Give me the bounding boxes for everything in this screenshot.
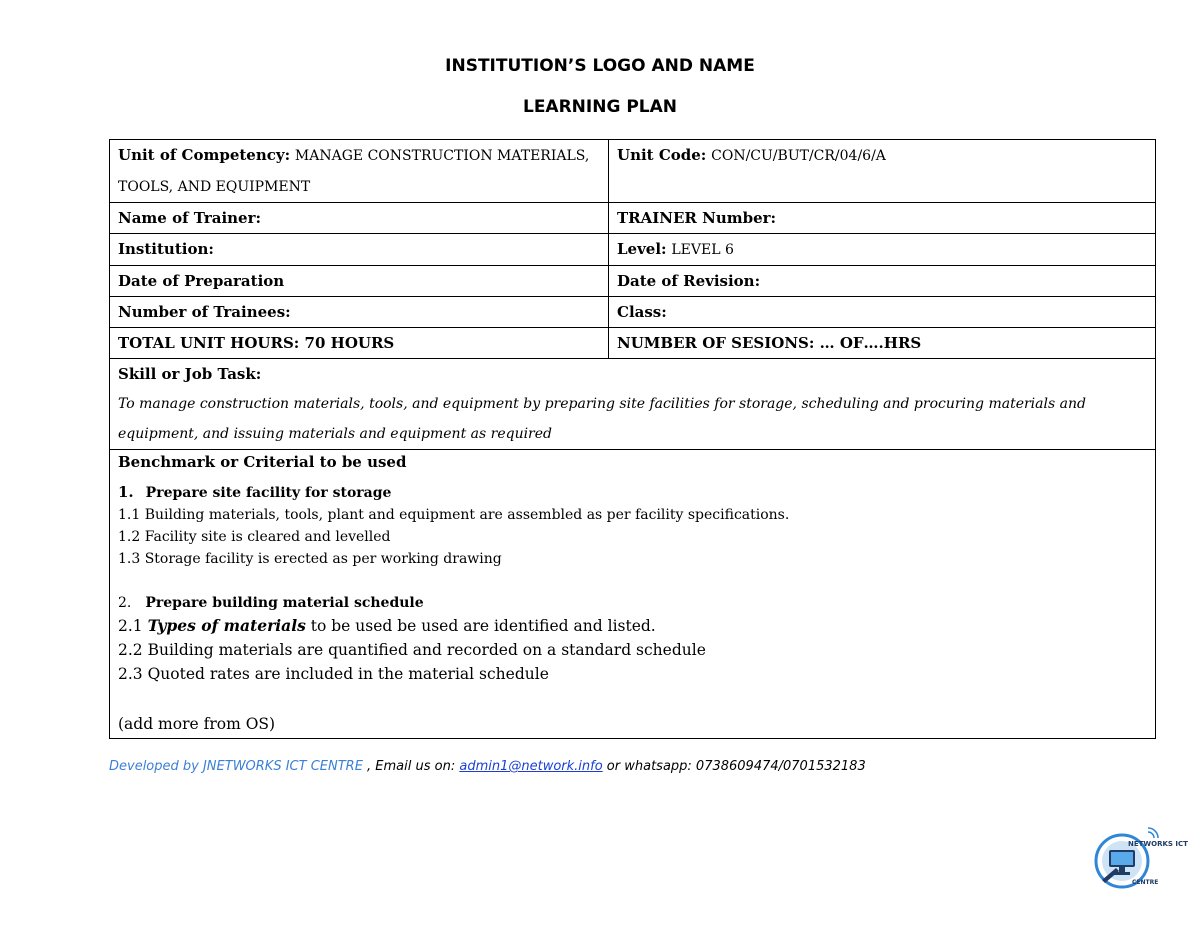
table-row bbox=[110, 450, 1156, 739]
learning-plan-title: LEARNING PLAN bbox=[522, 97, 678, 117]
logo-text-bottom: CENTRE bbox=[1132, 879, 1159, 886]
institution-label: Institution: bbox=[118, 240, 214, 258]
skill-cell bbox=[110, 359, 1156, 450]
total-unit-hours: TOTAL UNIT HOURS: 70 HOURS bbox=[118, 334, 395, 352]
unit-competency-cell bbox=[110, 140, 609, 203]
section-1-number: 1. bbox=[118, 483, 134, 501]
item-prefix: 2.1 bbox=[118, 617, 148, 635]
table-row bbox=[110, 140, 1156, 203]
institution-title: INSTITUTION’S LOGO AND NAME bbox=[445, 56, 755, 76]
benchmark-cell bbox=[110, 450, 1156, 739]
skill-label: Skill or Job Task: bbox=[118, 365, 262, 383]
list-item: 1.3 Storage facility is erected as per working drawing bbox=[118, 551, 502, 567]
table-row bbox=[110, 266, 1156, 297]
level-value: LEVEL 6 bbox=[671, 242, 734, 258]
email-link[interactable]: admin1@network.info bbox=[459, 759, 603, 774]
section-2-number: 2. bbox=[118, 595, 132, 611]
list-item: 2.2 Building materials are quantified and recorded on a standard schedule bbox=[118, 641, 706, 659]
date-preparation-label: Date of Preparation bbox=[118, 272, 285, 290]
add-more-note: (add more from OS) bbox=[118, 715, 276, 733]
table-row bbox=[110, 359, 1156, 450]
trainer-number-label: TRAINER Number: bbox=[617, 209, 777, 227]
table-row bbox=[110, 203, 1156, 234]
types-of-materials-emphasis: Types of materials bbox=[147, 616, 306, 635]
number-sessions: NUMBER OF SESIONS: … OF….HRS bbox=[617, 334, 922, 352]
table-row bbox=[110, 297, 1156, 328]
benchmark-label: Benchmark or Criterial to be used bbox=[118, 453, 407, 471]
section-1-title: Prepare site facility for storage bbox=[145, 485, 392, 501]
table-row bbox=[110, 234, 1156, 266]
jnetworks-logo-icon bbox=[1092, 828, 1188, 892]
section-2-title: Prepare building material schedule bbox=[145, 595, 424, 611]
unit-competency-label: Unit of Competency: bbox=[118, 146, 291, 164]
trainer-name-label: Name of Trainer: bbox=[118, 209, 262, 227]
footer bbox=[109, 759, 866, 774]
list-item: 2.3 Quoted rates are included in the material schedule bbox=[118, 665, 549, 683]
logo-text-top: NETWORKS ICT bbox=[1128, 840, 1188, 848]
email-prefix: , Email us on: bbox=[362, 759, 460, 774]
class-label: Class: bbox=[617, 303, 667, 321]
list-item: 1.1 Building materials, tools, plant and equipment are assembled as per facility specifications. bbox=[118, 507, 790, 523]
learning-plan-table bbox=[109, 139, 1156, 739]
table-row bbox=[110, 328, 1156, 359]
date-revision-label: Date of Revision: bbox=[617, 272, 761, 290]
unit-code-value: CON/CU/BUT/CR/04/6/A bbox=[711, 148, 886, 164]
section-2-heading bbox=[118, 592, 1147, 614]
section-1-heading bbox=[118, 481, 1147, 504]
list-item: 1.2 Facility site is cleared and levelled bbox=[118, 529, 391, 545]
unit-code-label: Unit Code: bbox=[617, 146, 707, 164]
unit-competency-value: MANAGE CONSTRUCTION MATERIALS, TOOLS, AND EQUIPMENT bbox=[118, 148, 590, 195]
skill-text: To manage construction materials, tools, and equipment by preparing site facilities for storage, scheduling and procuring materials and equipment, and issuing materials and equipment as required bbox=[118, 396, 1086, 442]
level-label: Level: bbox=[617, 240, 667, 258]
developed-by-text: Developed by JNETWORKS ICT CENTRE bbox=[109, 759, 363, 774]
whatsapp-text: or whatsapp: 0738609474/0701532183 bbox=[602, 759, 866, 774]
item-suffix: to be used be used are identified and listed. bbox=[305, 617, 656, 635]
unit-code-cell bbox=[609, 140, 1156, 203]
list-item bbox=[118, 614, 1147, 638]
number-trainees-label: Number of Trainees: bbox=[118, 303, 291, 321]
